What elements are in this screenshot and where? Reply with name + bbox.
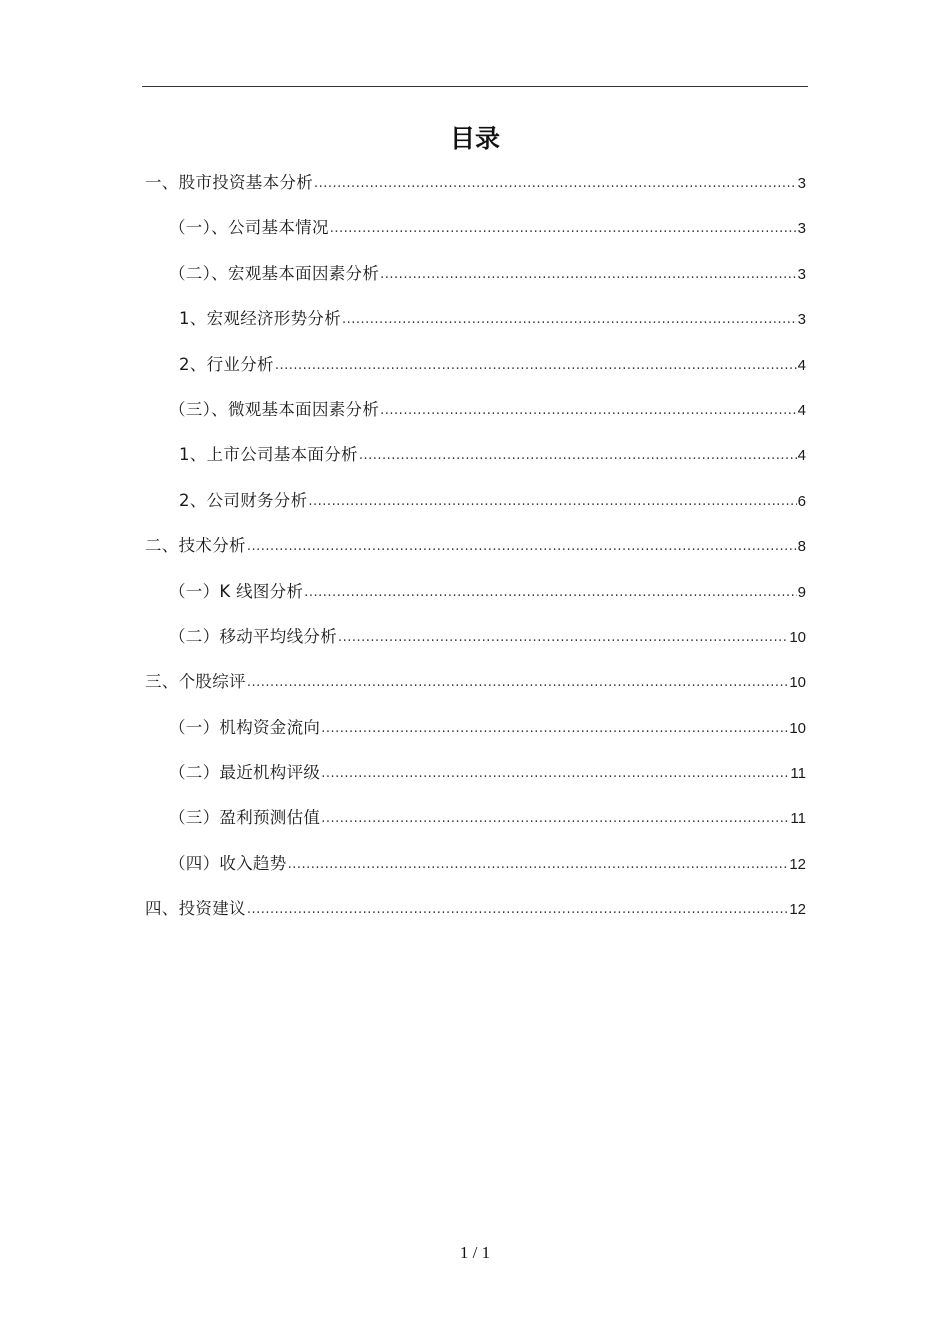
toc-entry-page: 9 xyxy=(797,583,806,601)
toc-dot-leader xyxy=(247,897,789,923)
toc-entry-label: （三）、微观基本面因素分析 xyxy=(169,399,380,419)
toc-entry-page: 8 xyxy=(797,538,806,556)
toc-dot-leader xyxy=(314,171,797,197)
toc-entry-label: （一）K 线图分析 xyxy=(169,581,304,601)
toc-dot-leader xyxy=(275,353,797,379)
toc-dot-leader xyxy=(304,580,796,606)
toc-entry[interactable] xyxy=(145,488,806,533)
toc-dot-leader xyxy=(359,443,797,469)
toc-dot-leader xyxy=(247,670,789,696)
toc-entry[interactable] xyxy=(145,624,806,669)
toc-entry-page: 4 xyxy=(797,401,806,419)
toc-entry[interactable] xyxy=(145,442,806,487)
toc-entry-page: 3 xyxy=(797,311,806,329)
toc-entry-label: 1、宏观经济形势分析 xyxy=(179,309,341,329)
toc-entry[interactable] xyxy=(145,215,806,260)
toc-entry[interactable] xyxy=(145,669,806,714)
toc-entry[interactable] xyxy=(145,851,806,896)
toc-entry[interactable] xyxy=(145,533,806,578)
toc-entry-label: 2、行业分析 xyxy=(179,354,274,374)
toc-entry[interactable] xyxy=(145,896,806,941)
toc-entry[interactable] xyxy=(145,170,806,215)
page-number-footer: 1 / 1 xyxy=(459,1243,491,1262)
toc-entry[interactable] xyxy=(145,579,806,624)
toc-entry[interactable] xyxy=(145,715,806,760)
toc-entry-label: （二）、宏观基本面因素分析 xyxy=(169,263,380,283)
header-rule xyxy=(142,86,808,87)
toc-entry-page: 3 xyxy=(797,265,806,283)
toc-entry-page: 4 xyxy=(797,356,806,374)
toc-entry-label: （一）、公司基本情况 xyxy=(169,218,329,238)
toc-dot-leader xyxy=(338,625,788,651)
toc-entry-page: 11 xyxy=(790,810,806,828)
toc-dot-leader xyxy=(321,806,789,832)
toc-entry[interactable] xyxy=(145,261,806,306)
toc-entry-label: （三）盈利预测估值 xyxy=(169,808,321,828)
toc-dot-leader xyxy=(380,398,797,424)
toc-entry-page: 10 xyxy=(789,674,806,692)
toc-entry-page: 3 xyxy=(797,220,806,238)
toc-entry-page: 4 xyxy=(797,447,806,465)
toc-title: 目录 xyxy=(449,124,500,153)
toc-entry-label: 四、投资建议 xyxy=(145,899,246,919)
toc-entry-page: 10 xyxy=(789,628,806,646)
toc-entry-page: 12 xyxy=(789,855,806,873)
toc-entry-page: 10 xyxy=(789,719,806,737)
toc-entry-label: （二）移动平均线分析 xyxy=(169,626,337,646)
toc-entry-page: 3 xyxy=(797,175,806,192)
toc-entry-label: 一、股市投资基本分析 xyxy=(145,173,313,192)
toc-dot-leader xyxy=(288,852,789,878)
toc-entry[interactable] xyxy=(145,805,806,850)
toc-entry-label: 2、公司财务分析 xyxy=(179,490,308,510)
toc-dot-leader xyxy=(321,761,789,787)
toc-entry-label: 二、技术分析 xyxy=(145,536,246,556)
toc-entry-page: 6 xyxy=(797,492,806,510)
table-of-contents xyxy=(145,170,806,942)
toc-entry[interactable] xyxy=(145,760,806,805)
toc-dot-leader xyxy=(380,262,797,288)
toc-entry-label: （一）机构资金流向 xyxy=(169,717,321,737)
toc-dot-leader xyxy=(247,534,797,560)
toc-entry-label: （四）收入趋势 xyxy=(169,853,287,873)
toc-entry-label: （二）最近机构评级 xyxy=(169,763,321,783)
toc-entry[interactable] xyxy=(145,306,806,351)
toc-dot-leader xyxy=(342,307,797,333)
toc-dot-leader xyxy=(321,716,788,742)
toc-entry[interactable] xyxy=(145,397,806,442)
toc-dot-leader xyxy=(308,489,796,515)
toc-entry-label: 三、个股综评 xyxy=(145,672,246,692)
toc-entry-label: 1、上市公司基本面分析 xyxy=(179,445,358,465)
toc-entry-page: 12 xyxy=(789,901,806,919)
toc-entry[interactable] xyxy=(145,352,806,397)
toc-dot-leader xyxy=(330,216,797,242)
toc-entry-page: 11 xyxy=(790,765,806,783)
